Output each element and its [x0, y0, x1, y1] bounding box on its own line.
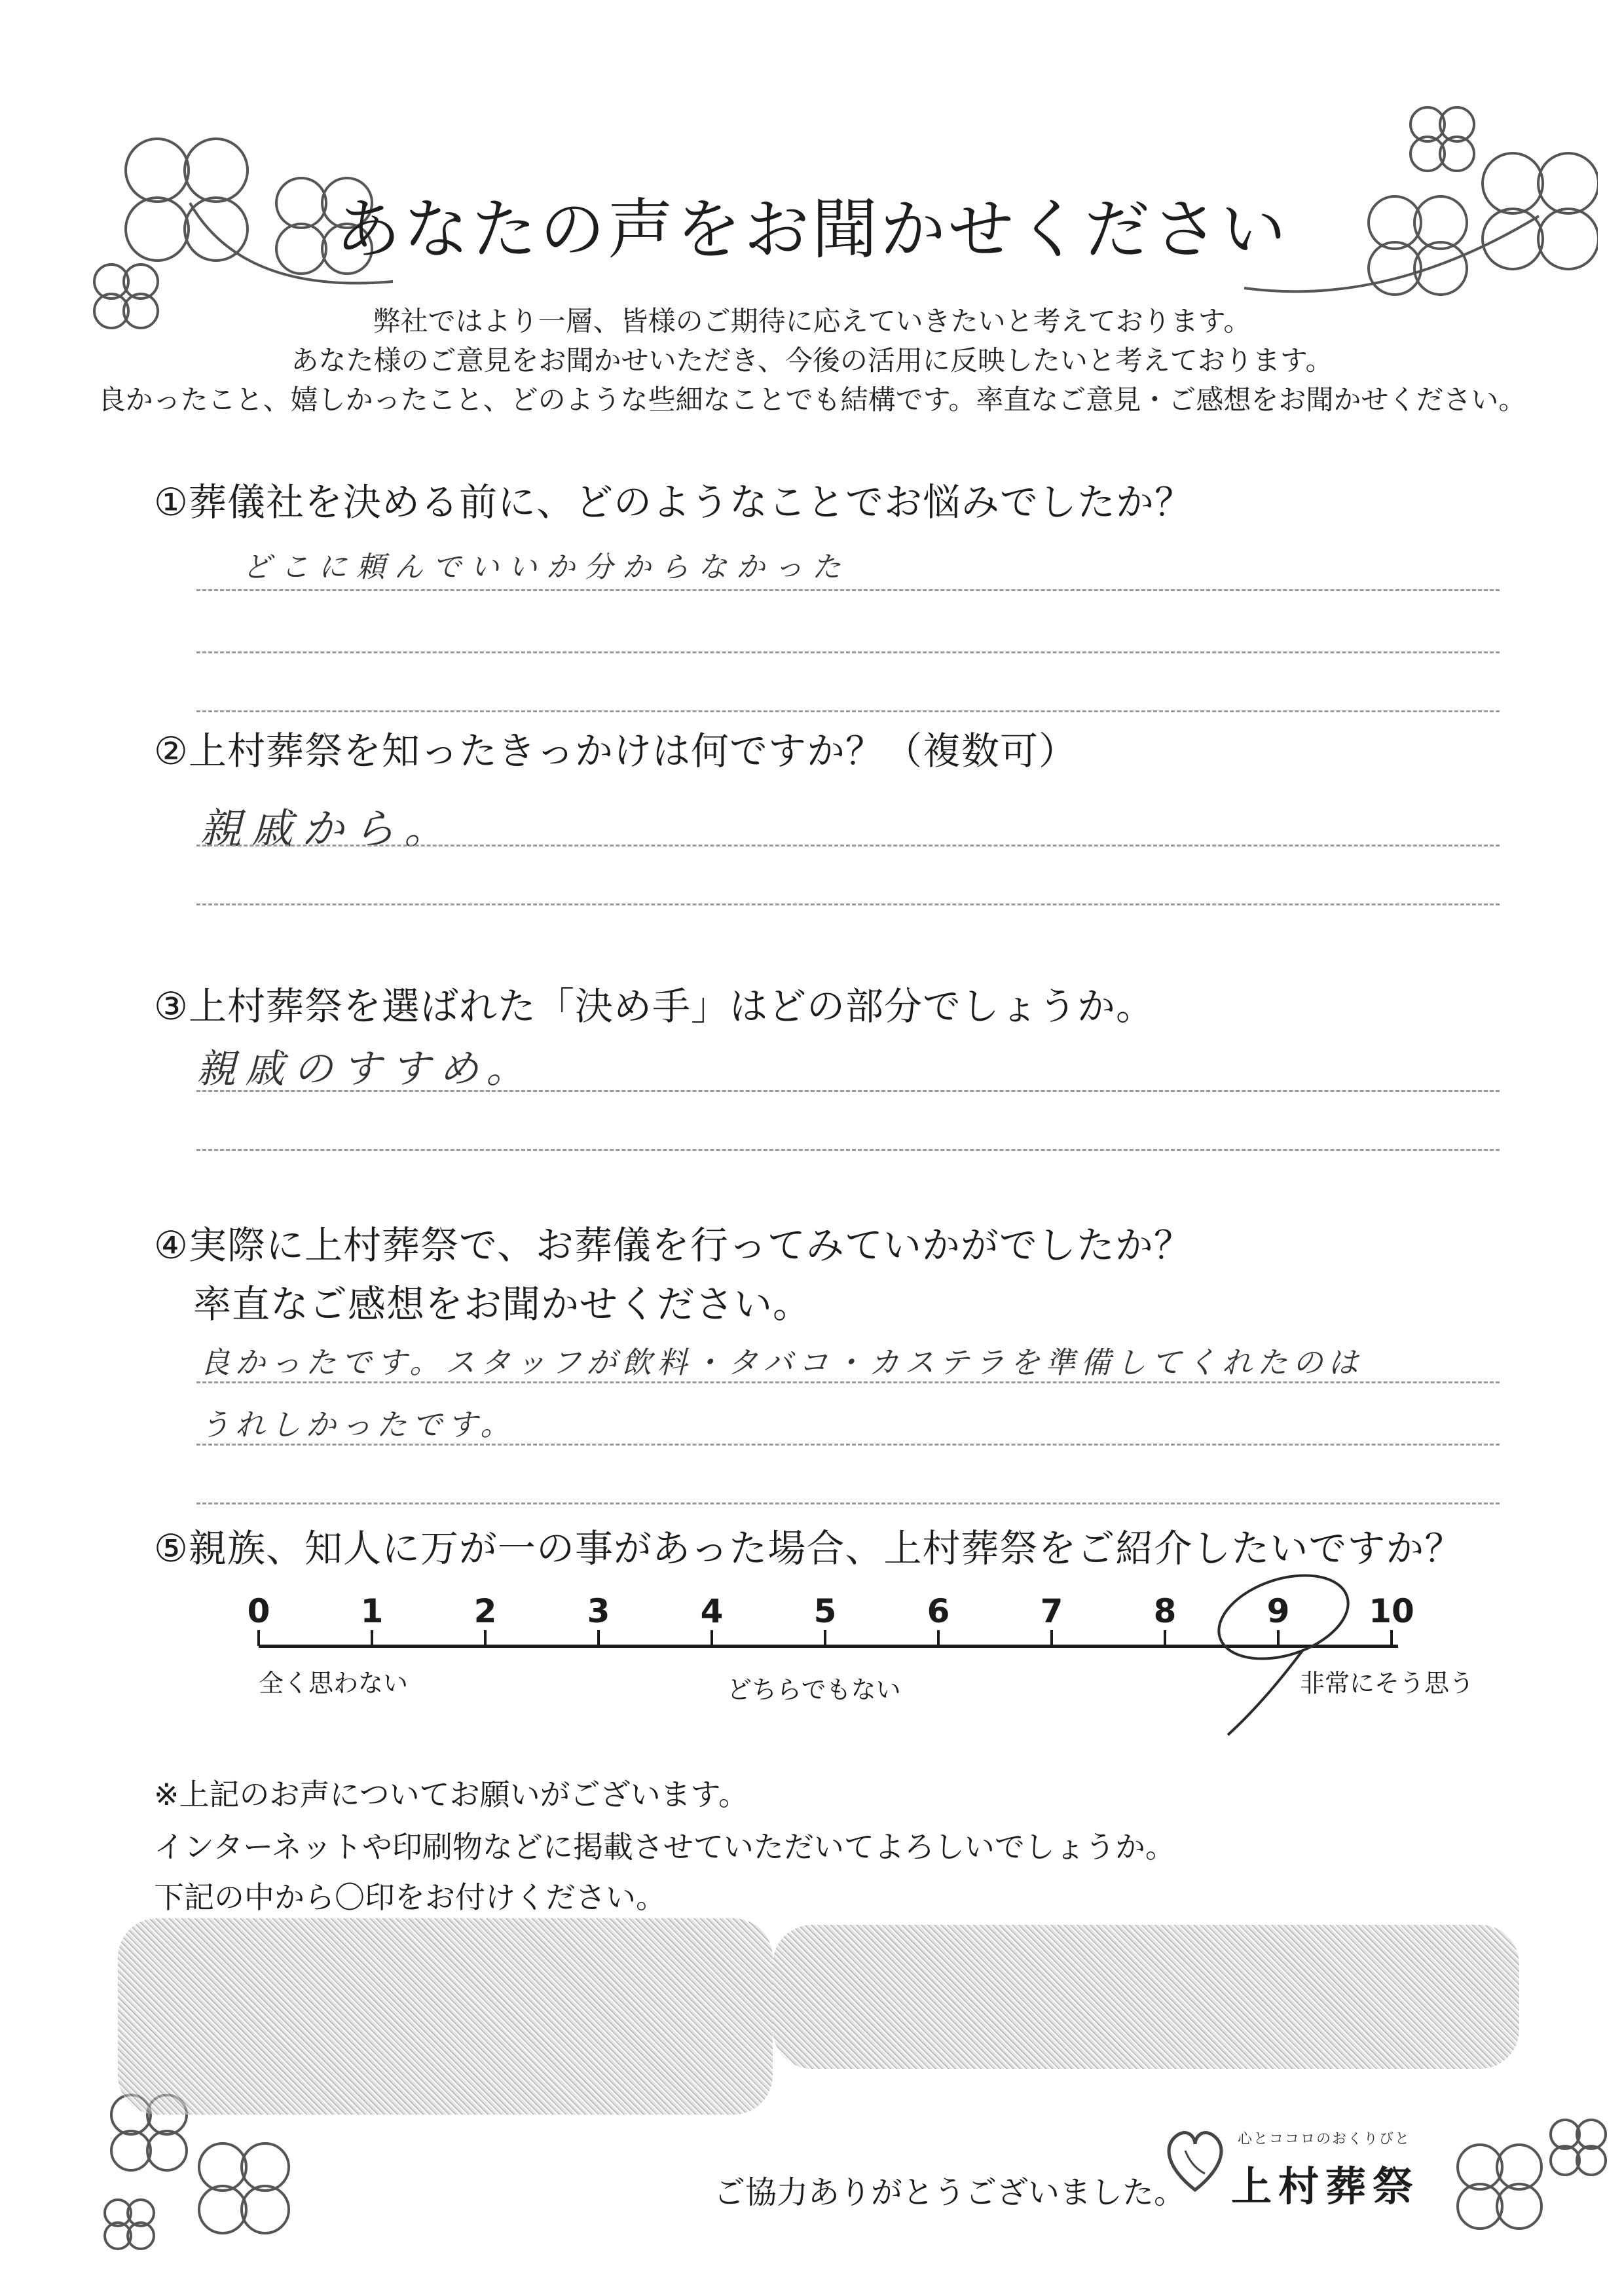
intro-line-2: あなた様のご意見をお聞かせいただき、今後の活用に反映したいと考えております。	[291, 344, 1333, 376]
scale-number-9: 9	[1266, 1592, 1290, 1630]
question-4-answer-line-1: 良かったです。スタッフが飲料・タバコ・カステラを準備してくれたのは	[200, 1345, 1363, 1380]
scale-label-max: 非常にそう思う	[1300, 1669, 1475, 1698]
scale-tick	[710, 1630, 713, 1646]
notice-line-1: ※上記のお声についてお願いがございます。	[154, 1777, 748, 1812]
notice-line-3: 下記の中から〇印をお付けください。	[154, 1880, 666, 1915]
scale-tick	[257, 1630, 260, 1646]
question-2-label: ②上村葬祭を知ったきっかけは何ですか？（複数可）	[154, 729, 1077, 773]
question-4-label-line-2: 率直なご感想をお聞かせください。	[193, 1282, 812, 1326]
scale-tick	[1050, 1630, 1053, 1646]
scale-tick	[1390, 1630, 1393, 1646]
question-4-label: ④実際に上村葬祭で、お葬儀を行ってみていかがでしたか？	[154, 1223, 1192, 1267]
question-3-label: ③上村葬祭を選ばれた「決め手」はどの部分でしょうか。	[154, 984, 1154, 1029]
scale-tick	[597, 1630, 600, 1646]
intro-line-3: 良かったこと、嬉しかったこと、どのような些細なことでも結構です。率直なご意見・ご感想をお聞かせください。	[98, 384, 1526, 416]
question-2-answer: 親戚から。	[200, 805, 455, 854]
answer-line	[196, 710, 1500, 712]
heart-logo-icon	[1159, 2121, 1231, 2200]
answer-line	[196, 1503, 1500, 1504]
question-1-label: ①葬儀社を決める前に、どのようなことでお悩みでしたか？	[154, 480, 1193, 524]
answer-line	[196, 651, 1500, 653]
scale-tick	[484, 1630, 487, 1646]
scale-tick	[824, 1630, 826, 1646]
scale-tick	[371, 1630, 373, 1646]
clover-decoration-bottom-right	[1428, 2095, 1611, 2252]
answer-line	[196, 1090, 1500, 1092]
obscured-region	[118, 1918, 773, 2115]
question-3-answer: 親戚のすすめ。	[196, 1046, 535, 1092]
answer-line	[196, 1381, 1500, 1383]
scale-tick	[1164, 1630, 1166, 1646]
notice-line-2: インターネットや印刷物などに掲載させていただいてよろしいでしょうか。	[154, 1829, 1175, 1865]
answer-line	[196, 845, 1500, 847]
scale-number-10: 10	[1369, 1592, 1414, 1630]
scale-number-1: 1	[360, 1592, 384, 1630]
scale-number-6: 6	[927, 1592, 950, 1630]
answer-line	[196, 1444, 1500, 1446]
scale-number-8: 8	[1153, 1592, 1177, 1630]
question-1-answer: どこに頼んでいいか分からなかった	[242, 551, 850, 584]
obscured-region	[773, 1925, 1519, 2069]
scale-number-0: 0	[247, 1592, 270, 1630]
answer-line	[196, 903, 1500, 905]
brand-name: 上村葬祭	[1231, 2162, 1420, 2210]
brand-tagline: 心とココロのおくりびと	[1238, 2131, 1411, 2147]
scale-number-3: 3	[587, 1592, 610, 1630]
thanks-message: ご協力ありがとうございました。	[714, 2174, 1186, 2211]
answer-line	[196, 589, 1500, 591]
scale-number-2: 2	[473, 1592, 497, 1630]
scale-label-mid: どちらでもない	[727, 1675, 901, 1704]
intro-line-1: 弊社ではより一層、皆様のご期待に応えていきたいと考えております。	[373, 305, 1251, 337]
scale-label-min: 全く思わない	[259, 1669, 409, 1698]
scale-number-4: 4	[700, 1592, 724, 1630]
selected-rating-mark	[1205, 1571, 1362, 1741]
scale-number-7: 7	[1040, 1592, 1063, 1630]
scale-number-5: 5	[813, 1592, 837, 1630]
question-5-label: ⑤親族、知人に万が一の事があった場合、上村葬祭をご紹介したいですか？	[154, 1526, 1464, 1571]
question-4-answer-line-2: うれしかったです。	[200, 1407, 516, 1442]
answer-line	[196, 1149, 1500, 1151]
scale-tick	[937, 1630, 940, 1646]
page-title: あなたの声をお聞かせください	[335, 191, 1289, 268]
